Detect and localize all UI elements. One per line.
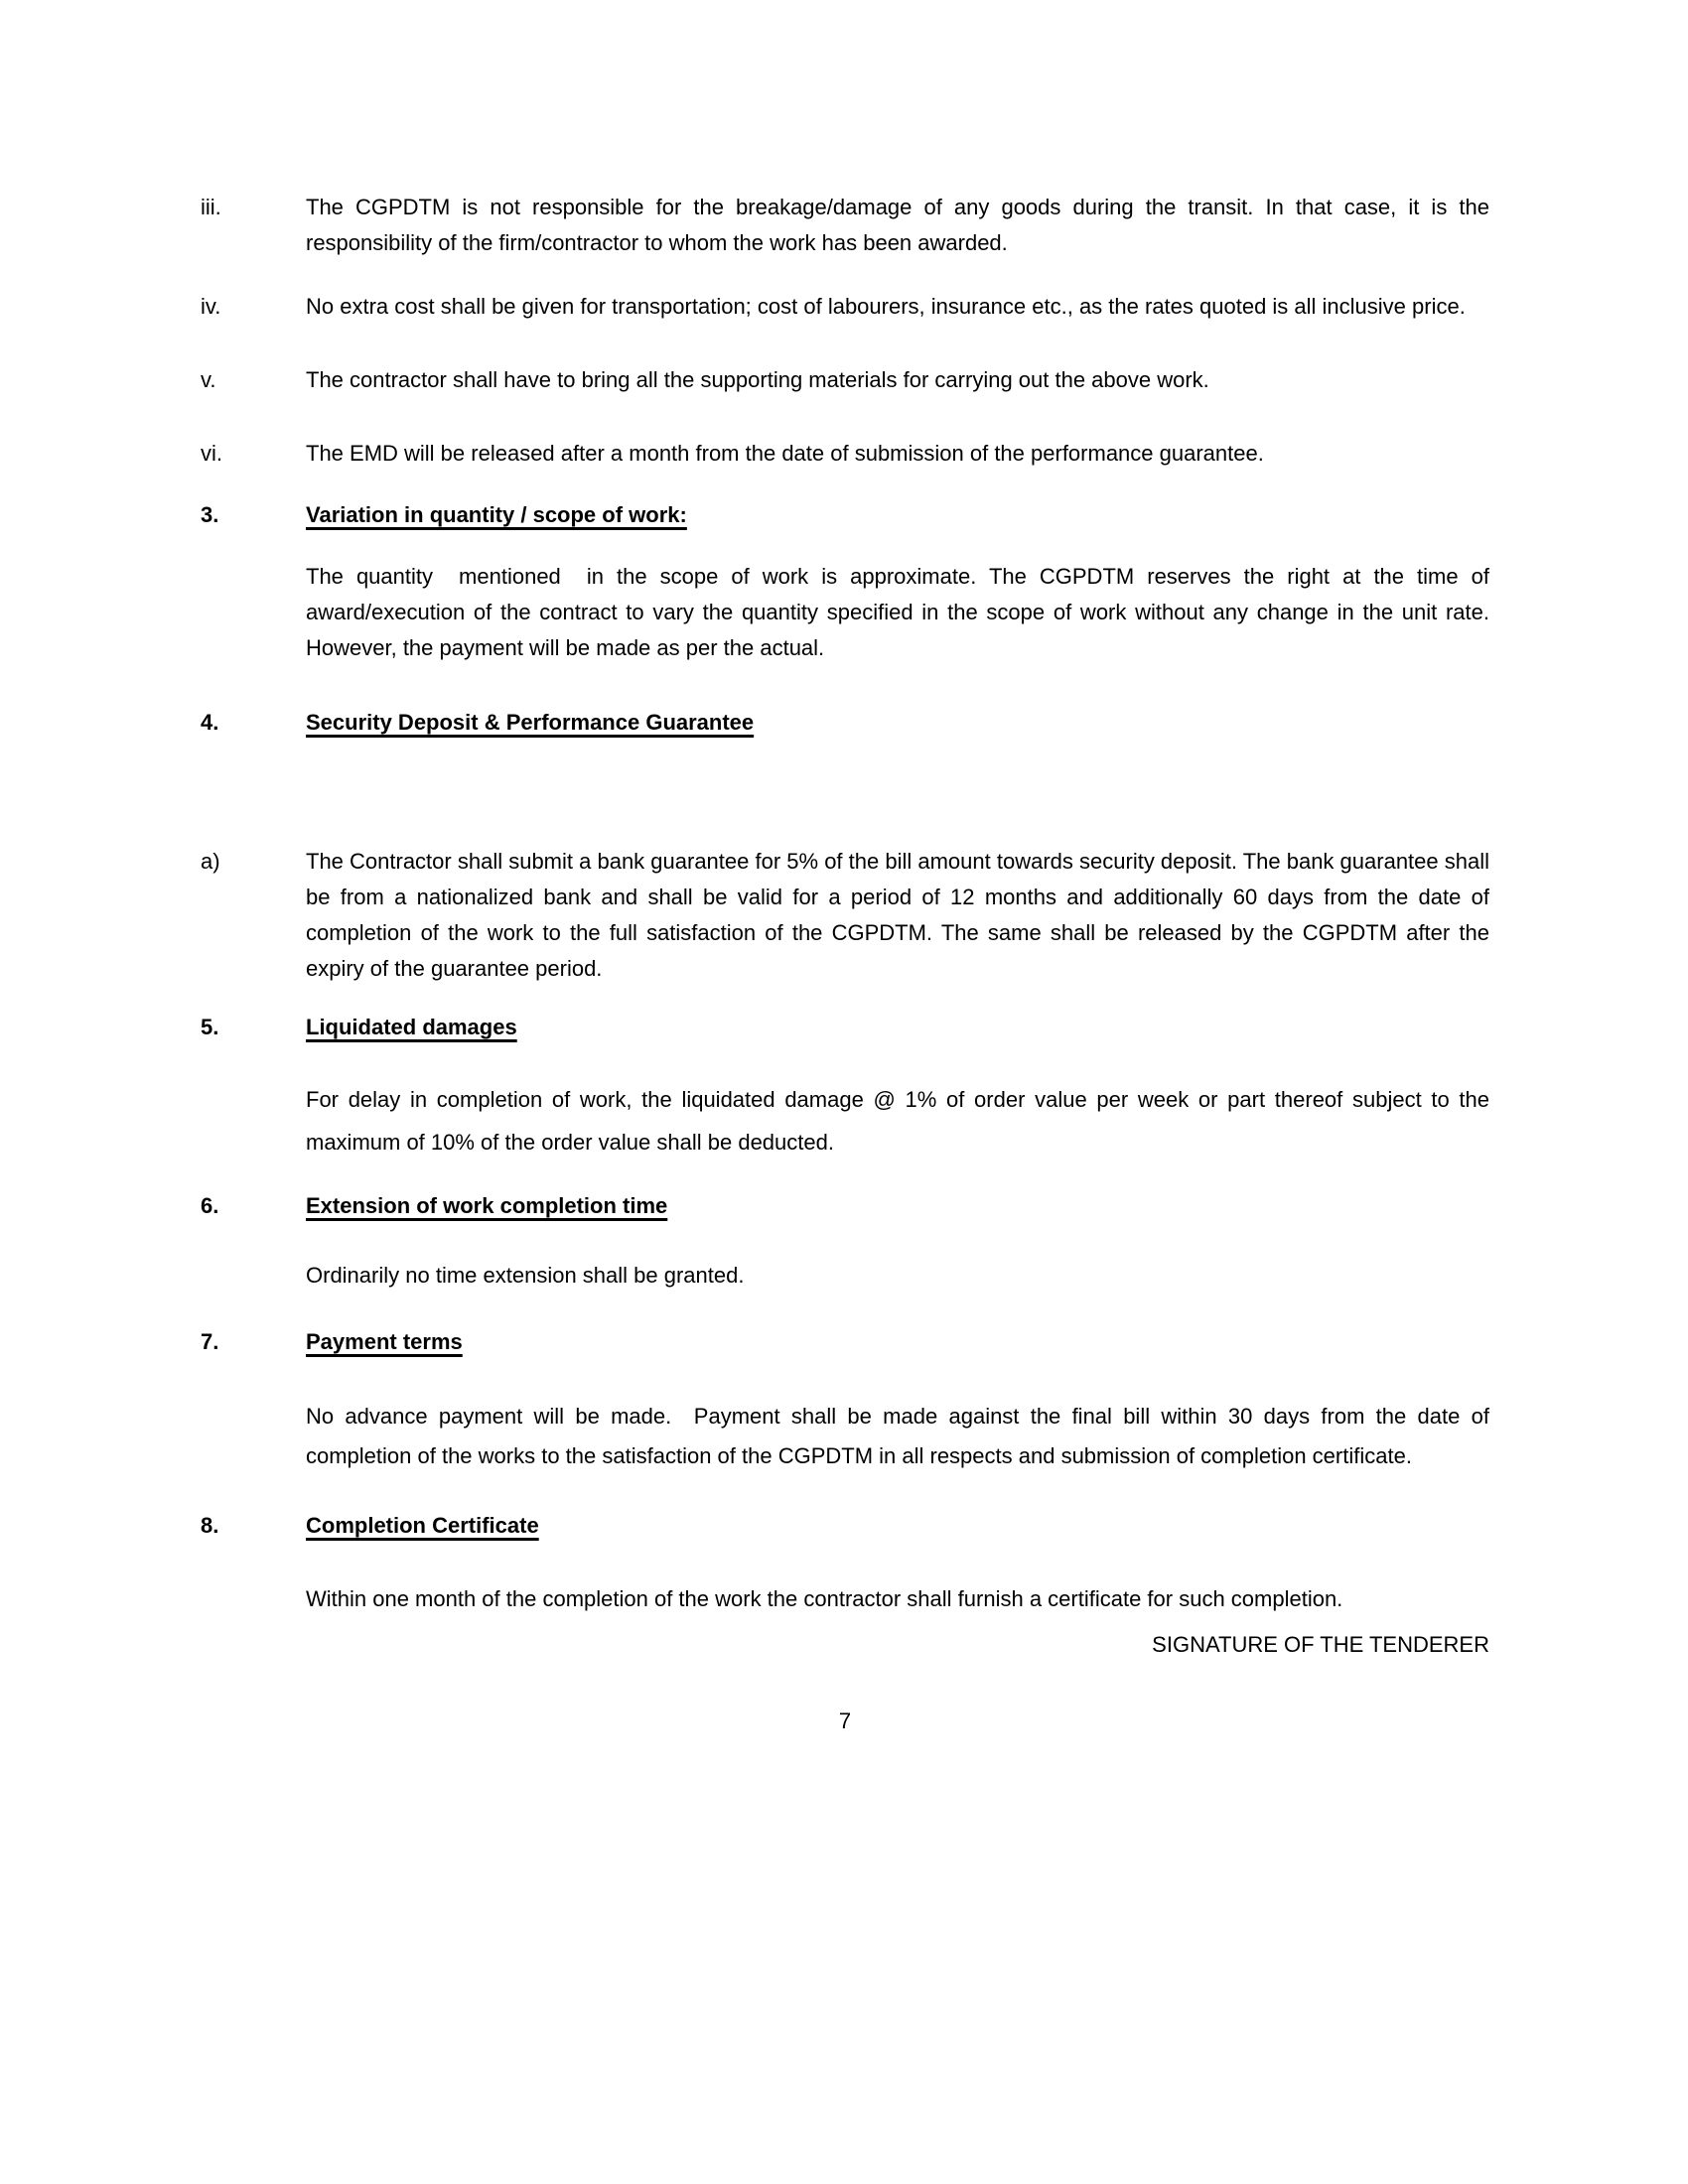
section-heading-4 [201,705,1489,741]
section-number: 4. [201,710,219,735]
page-number: 7 [838,1708,852,1733]
section-6-paragraph: Ordinarily no time extension shall be granted. [306,1263,745,1288]
list-item-text: The Contractor shall submit a bank guarantee for 5% of the bill amount towards security deposit. The bank guarantee shall be from a nationalized bank and shall be valid for a period of 12 months and additionally 60 days from the date of completion of the work to the full satisfaction of the CGPDTM. The same shall be released by the CGPDTM after the expiry of the guarantee period. [306,849,1489,981]
section-title [306,1324,1489,1360]
list-item-text: The EMD will be released after a month from the date of submission of the performance guarantee. [306,441,1264,466]
section-title [306,1508,1489,1544]
section-heading-6 [201,1188,1489,1224]
section-heading-3 [201,497,1489,533]
section-3-paragraph: The quantity mentioned in the scope of work is approximate. The CGPDTM reserves the right at the time of award/execution of the contract to vary the quantity specified in the scope of work without any change in the unit rate. However, the payment will be made as per the actual. [306,564,1489,660]
section-title-text: Security Deposit & Performance Guarantee [306,710,755,735]
list-item-label: iii. [201,195,221,219]
section-heading-8 [201,1508,1489,1544]
list-item-text: The contractor shall have to bring all the supporting materials for carrying out the above work. [306,367,1209,392]
section-number: 5. [201,1015,219,1039]
section-title [306,1188,1489,1224]
section-title-text: Payment terms [306,1329,463,1354]
section-number: 8. [201,1513,219,1538]
list-item-label: iv. [201,294,221,319]
document-content [201,190,1489,1739]
list-item-a [201,844,1489,987]
list-item-text: The CGPDTM is not responsible for the breakage/damage of any goods during the transit. In that case, it is the responsibility of the firm/contractor to whom the work has been awarded. [306,195,1489,255]
section-title [306,705,1489,741]
section-heading-5 [201,1010,1489,1045]
section-title-text: Extension of work completion time [306,1193,668,1218]
list-item-vi [201,436,1489,472]
list-item-v [201,362,1489,398]
section-title-text: Variation in quantity / scope of work: [306,502,687,527]
list-item-iii [201,190,1489,261]
section-5-paragraph: For delay in completion of work, the liquidated damage @ 1% of order value per week or part thereof subject to the maximum of 10% of the order value shall be deducted. [306,1087,1489,1155]
section-number: 6. [201,1193,219,1218]
section-title-text: Completion Certificate [306,1513,539,1538]
section-title [306,1010,1489,1045]
section-title [306,497,1489,533]
list-item-label: vi. [201,441,222,466]
section-8-paragraph: Within one month of the completion of the work the contractor shall furnish a certificate for such completion. [306,1586,1343,1611]
section-number: 3. [201,502,219,527]
section-number: 7. [201,1329,219,1354]
list-item-label: v. [201,367,216,392]
section-7-paragraph: No advance payment will be made. Payment shall be made against the final bill within 30 days from the date of completion of the works to the satisfaction of the CGPDTM in all respects and submission of completion certificate. [306,1404,1489,1468]
list-item-label: a) [201,849,220,874]
list-item-text: No extra cost shall be given for transportation; cost of labourers, insurance etc., as the rates quoted is all inclusive price. [306,294,1466,319]
section-title-text: Liquidated damages [306,1015,517,1039]
signature-line: SIGNATURE OF THE TENDERER [1152,1632,1489,1657]
section-heading-7 [201,1324,1489,1360]
list-item-iv [201,289,1489,325]
